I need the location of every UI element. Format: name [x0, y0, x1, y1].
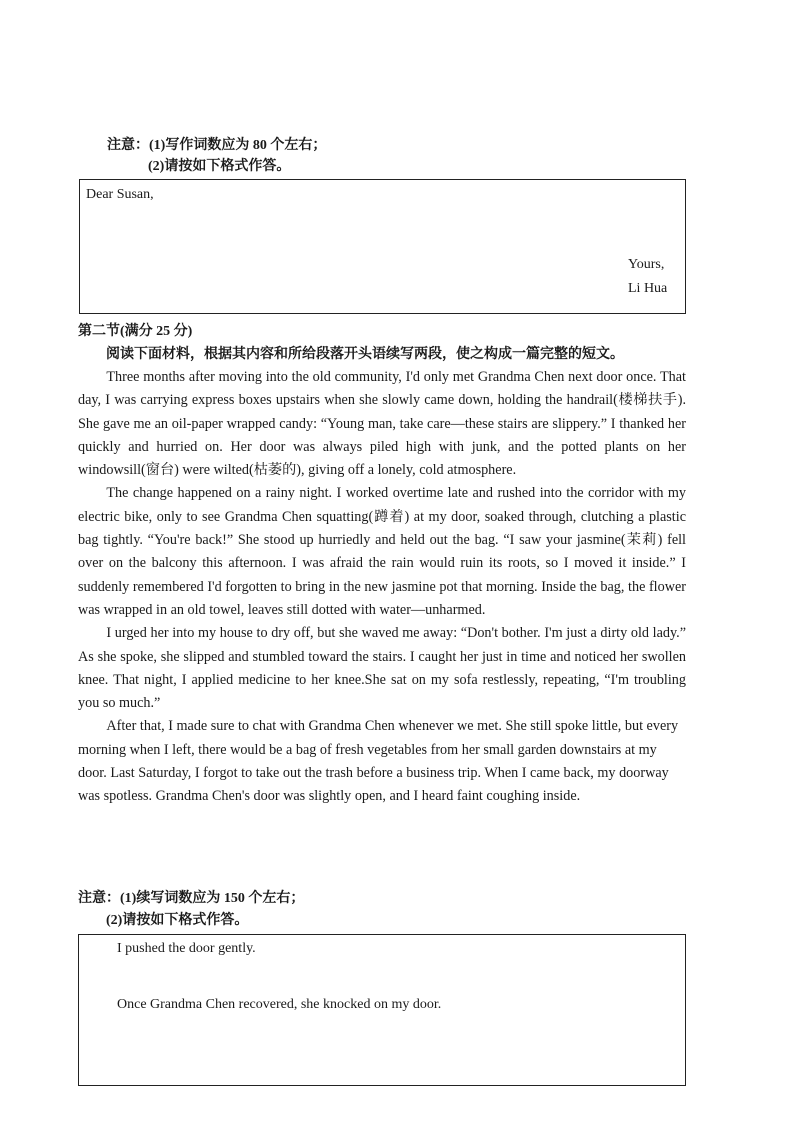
paragraph-opening-2: Once Grandma Chen recovered, she knocked on my door. [117, 997, 442, 1012]
section-instruction: 阅读下面材料，根据其内容和所给段落开头语续写两段，使之构成一篇完整的短文。 [106, 347, 624, 362]
story-paragraph: After that, I made sure to chat with Grandma Chen whenever we met. She still spoke little, but every morning when I left, there would be a bag of fresh vegetables from her small garden downstairs at my door. Last Saturday, I forgot to take out the trash before a business trip. When I came back, my doorway was spotless. Grandma Chen's door was slightly open, and I heard faint coughing inside. [78, 718, 679, 805]
letter-box [79, 179, 686, 314]
continuation-note-word-count: 注意：(1)续写词数应为 150 个左右； [78, 891, 305, 906]
letter-salutation: Dear Susan, [86, 187, 154, 202]
paragraph-opening-1: I pushed the door gently. [117, 941, 256, 956]
section-heading: 第二节(满分 25 分) [78, 324, 193, 339]
writing-note-word-count: 注意：(1)写作词数应为 80 个左右； [107, 138, 327, 153]
story-paragraph: Three months after moving into the old community, I'd only met Grandma Chen next door once. That day, I was carrying express boxes upstairs when she slowly came down, holding the handrail(楼梯扶手). She gave me an oil-paper wrapped candy: “Young man, take care—these stairs are slippery.” I thanked her quickly and hurried on. Her door was always piled high with junk, and the potted plants on her windowsill(窗台) were wilted(枯萎的), giving off a lonely, cold atmosphere. [78, 369, 686, 479]
letter-signature: Li Hua [628, 281, 668, 296]
writing-note-format: (2)请按如下格式作答。 [148, 159, 291, 174]
story-paragraph: I urged her into my house to dry off, but she waved me away: “Don't bother. I'm just a dirty old lady.” As she spoke, she slipped and stumbled toward the stairs. I caught her just in time and noticed her swollen knee. That night, I applied medicine to her knee.She sat on my sofa restlessly, repeating, “I'm troubling you so much.” [78, 625, 686, 712]
story-passage [78, 366, 686, 809]
letter-closing: Yours, [628, 257, 665, 272]
continuation-note-format: (2)请按如下格式作答。 [106, 913, 249, 928]
answer-box [78, 934, 686, 1086]
story-paragraph: The change happened on a rainy night. I worked overtime late and rushed into the corridor with my electric bike, only to see Grandma Chen squatting(蹲着) at my door, soaked through, clutching a plastic bag tightly. “You're back!” She stood up hurriedly and held out the bag. “I saw your jasmine(茉莉) fell over on the balcony this afternoon. I was afraid the rain would ruin its roots, so I moved it inside.” I suddenly remembered I'd forgotten to bring in the new jasmine pot that morning. Inside the bag, the flower was wrapped in an old towel, leaves still dotted with water—unharmed. [78, 485, 686, 618]
